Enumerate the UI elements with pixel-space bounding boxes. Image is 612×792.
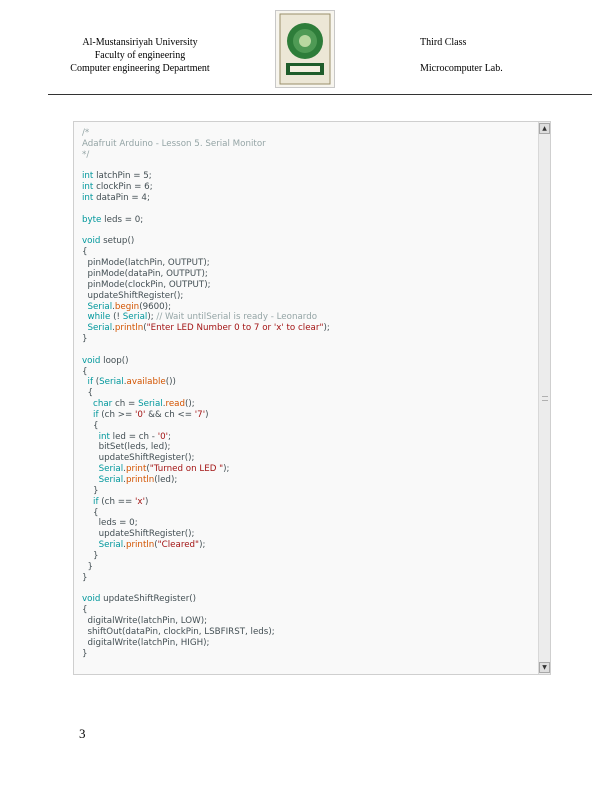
code-token: Adafruit Arduino - Lesson 5. Serial Monitor	[82, 138, 266, 149]
page-number: 3	[79, 726, 86, 741]
code-line	[82, 486, 330, 497]
code-token: );	[147, 312, 157, 323]
code-token: digitalWrite(latchPin, LOW);	[82, 615, 208, 626]
code-line	[82, 616, 330, 627]
code-token: begin	[114, 301, 140, 312]
code-token: read	[165, 399, 186, 410]
code-token: pinMode(dataPin, OUTPUT);	[82, 268, 208, 279]
code-token: dataPin = 4;	[93, 193, 150, 204]
code-token: if	[87, 377, 94, 388]
code-token: /*	[82, 128, 90, 138]
code-token: '0'	[135, 409, 146, 420]
code-token: if	[93, 496, 99, 507]
code-listing	[82, 128, 330, 659]
code-line	[82, 551, 330, 562]
code-token	[82, 399, 93, 409]
code-token: (ch >=	[98, 409, 136, 420]
code-token: byte	[82, 214, 102, 225]
code-token: clockPin = 6;	[93, 182, 153, 193]
code-token: && ch <=	[145, 409, 195, 420]
code-line	[82, 269, 330, 280]
code-line	[82, 562, 330, 573]
code-token: )	[144, 496, 149, 507]
code-line	[82, 258, 330, 269]
code-line	[82, 226, 330, 237]
code-token	[82, 475, 99, 485]
code-token	[82, 432, 99, 442]
code-token: }	[82, 648, 88, 659]
code-token: int	[82, 193, 94, 204]
code-token: Serial	[98, 540, 124, 551]
vertical-scrollbar[interactable]	[538, 122, 550, 674]
code-token: (ch ==	[98, 496, 136, 507]
code-token: leds = 0;	[82, 518, 138, 529]
code-token: );	[323, 323, 330, 334]
code-token: bitSet(leds, led);	[82, 442, 171, 453]
code-token: Serial	[98, 464, 124, 475]
code-token: );	[199, 540, 206, 551]
code-line	[82, 377, 330, 388]
code-token: Serial	[87, 323, 113, 334]
code-line	[82, 583, 330, 594]
code-token: {	[82, 388, 94, 399]
code-token: */	[82, 149, 90, 160]
code-line	[82, 410, 330, 421]
code-token: if	[93, 409, 99, 420]
code-token: {	[82, 420, 99, 431]
code-token: .	[123, 377, 127, 388]
department-name: Computer engineering Department	[70, 63, 210, 74]
code-token: "Cleared"	[157, 540, 200, 551]
code-token: }	[82, 485, 99, 496]
code-token: ())	[165, 377, 176, 388]
code-line	[82, 139, 330, 150]
code-line	[82, 627, 330, 638]
faculty-name: Faculty of engineering	[94, 50, 186, 61]
code-token: {	[82, 366, 88, 377]
code-token: led = ch -	[109, 431, 158, 442]
code-line	[82, 291, 330, 302]
code-token	[82, 464, 99, 474]
code-token: print	[125, 464, 147, 475]
code-token: println	[114, 323, 144, 334]
code-token: {	[82, 507, 99, 518]
code-token	[82, 497, 93, 507]
code-token: void	[82, 236, 101, 247]
code-token: updateShiftRegister();	[82, 529, 195, 540]
code-token: .	[162, 399, 166, 410]
code-line	[82, 399, 330, 410]
code-token: )	[205, 409, 209, 420]
code-line	[82, 215, 330, 226]
code-token: loop()	[100, 355, 129, 366]
code-line	[82, 128, 330, 139]
code-token: .	[123, 540, 126, 551]
code-token: "Enter LED Number 0 to 7 or 'x' to clear"	[146, 323, 324, 334]
code-line	[82, 356, 330, 367]
code-line	[82, 150, 330, 161]
code-token: }	[82, 334, 88, 345]
code-line	[82, 464, 330, 475]
code-token: digitalWrite(latchPin, HIGH);	[82, 637, 210, 648]
code-token: int	[82, 171, 94, 182]
code-line	[82, 649, 330, 660]
code-token: .	[112, 323, 115, 334]
code-line	[82, 334, 330, 345]
code-line	[82, 367, 330, 378]
code-token: (	[154, 540, 158, 551]
code-line	[82, 475, 330, 486]
institution-header	[55, 36, 225, 75]
code-line	[82, 193, 330, 204]
code-line	[82, 421, 330, 432]
code-token: available	[126, 377, 166, 388]
code-line	[82, 302, 330, 313]
scroll-down-button[interactable]: ▼	[539, 662, 550, 673]
code-line	[82, 497, 330, 508]
code-token: latchPin = 5;	[93, 171, 152, 182]
code-token: updateShiftRegister();	[82, 453, 195, 464]
code-line	[82, 171, 330, 182]
code-line	[82, 182, 330, 193]
university-logo	[275, 10, 335, 88]
class-label: Third Class	[420, 37, 467, 48]
code-token: while	[87, 312, 111, 323]
code-line	[82, 540, 330, 551]
code-token: pinMode(clockPin, OUTPUT);	[82, 279, 211, 290]
code-token: println	[125, 540, 155, 551]
code-line	[82, 594, 330, 605]
code-line	[82, 573, 330, 584]
code-token: Serial	[87, 301, 113, 312]
code-token: );	[223, 464, 230, 475]
code-line	[82, 638, 330, 649]
code-token: println	[125, 475, 155, 485]
code-token: char	[93, 399, 113, 410]
code-token: int	[82, 182, 94, 193]
code-token	[82, 410, 93, 420]
code-token: Serial	[138, 399, 163, 410]
code-token: .	[123, 475, 126, 485]
code-line	[82, 529, 330, 540]
code-token: .	[112, 301, 115, 312]
code-line	[82, 323, 330, 334]
code-token: ch =	[112, 399, 139, 410]
code-token: void	[82, 594, 101, 605]
code-token: (!	[110, 312, 123, 323]
code-token: int	[98, 431, 110, 442]
university-name: Al-Mustansiriyah University	[82, 37, 198, 48]
code-token: updateShiftRegister()	[100, 594, 197, 605]
code-token: 'x'	[135, 496, 145, 507]
code-token: shiftOut(dataPin, clockPin, LSBFIRST, leds);	[82, 626, 275, 637]
code-line	[82, 605, 330, 616]
code-token: (	[93, 377, 100, 388]
code-token: .	[123, 464, 126, 475]
code-line	[82, 161, 330, 172]
scroll-grip-icon[interactable]	[542, 396, 548, 401]
code-token: (led);	[154, 475, 178, 485]
code-line	[82, 453, 330, 464]
code-line	[82, 204, 330, 215]
code-line	[82, 442, 330, 453]
code-line	[82, 508, 330, 519]
code-line	[82, 345, 330, 356]
course-header	[420, 36, 503, 75]
code-token: Serial	[99, 377, 124, 388]
code-token: setup()	[100, 236, 135, 247]
code-token: {	[82, 605, 88, 616]
code-token: updateShiftRegister();	[82, 290, 184, 301]
code-editor-screenshot	[73, 121, 551, 675]
code-line	[82, 236, 330, 247]
code-line	[82, 432, 330, 443]
code-token: '7'	[194, 409, 206, 420]
code-line	[82, 312, 330, 323]
code-token: (	[146, 464, 150, 475]
scroll-up-button[interactable]: ▲	[539, 123, 550, 134]
code-line	[82, 518, 330, 529]
code-token: }	[82, 550, 99, 561]
code-token: leds = 0;	[101, 214, 144, 225]
code-token: Serial	[98, 475, 124, 485]
code-token: ;	[168, 431, 171, 442]
code-token: '0'	[157, 431, 168, 442]
code-token: void	[82, 355, 101, 366]
code-line	[82, 247, 330, 258]
code-token: ();	[185, 399, 195, 410]
university-seal-icon	[276, 11, 334, 87]
code-token: Serial	[122, 312, 148, 323]
code-token: {	[82, 247, 88, 258]
code-token: pinMode(latchPin, OUTPUT);	[82, 258, 210, 269]
lab-label: Microcomputer Lab.	[420, 63, 503, 74]
code-token: }	[82, 561, 94, 572]
code-token: (9600);	[139, 301, 172, 312]
code-token	[82, 540, 99, 550]
code-token: // Wait untilSerial is ready - Leonardo	[156, 312, 318, 323]
header-divider	[48, 94, 592, 95]
code-token: }	[82, 572, 88, 583]
code-line	[82, 388, 330, 399]
code-token: (	[143, 323, 147, 334]
code-token: "Turned on LED "	[149, 464, 224, 475]
code-line	[82, 280, 330, 291]
